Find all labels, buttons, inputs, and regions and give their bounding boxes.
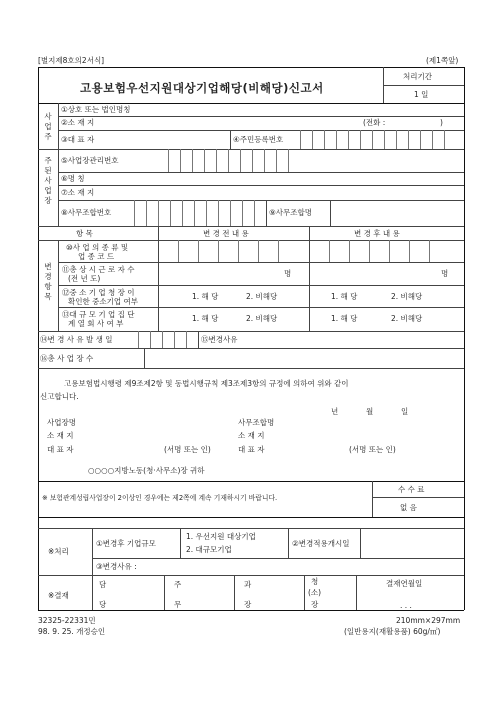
row2-label-a: ⑪총 상 시 근 로 자 수 [62,265,135,274]
footer-paper: (일반용지(재활용품) 60g/㎡) [344,627,441,636]
change-date-label: ⑭변 경 사 유 발 생 일 [40,335,113,344]
form-title: 고용보험우선지원대상기업해당(비해당)신고서 [80,81,324,95]
month-label: 월 [366,407,374,416]
section-approval: ※결재 [48,591,69,600]
section-processing: ※처리 [48,547,69,556]
owner-address-label: 소 재 지 [47,431,74,440]
apply-date-label: ②변경적용개시일 [292,539,350,548]
footer-code: 32325-22331민 [38,616,96,625]
page-note: (제1쪽앞) [426,56,459,65]
row3-after-no[interactable]: 2. 비해당 [391,292,423,301]
row3-after-yes[interactable]: 1. 해 당 [331,292,358,301]
approval-col2-a: 주 [174,580,182,589]
day-label: 일 [401,407,409,416]
row4-before-yes[interactable]: 1. 해 당 [192,314,219,323]
footer-approved: 98. 9. 25. 개정승인 [38,627,106,636]
col-item-header: 항 목 [76,229,93,238]
owner-workplace-label: 사업장명 [47,418,76,427]
workplace-name-label: ⑥명 칭 [61,174,85,183]
row2-label-b: (전 년 도) [68,274,101,283]
addressee: ○○○○지방노동(청·사무소)장 귀하 [88,466,205,475]
fee-value: 없 음 [400,503,417,512]
row4-before-no[interactable]: 2. 비해당 [246,314,278,323]
fee-label: 수 수 료 [398,485,425,494]
company-name-label: ①상호 또는 법인명칭 [61,105,131,114]
col-before-header: 변 경 전 내 용 [203,229,249,238]
declaration-line2: 신고합니다. [40,392,79,401]
address-label: ②소 재 지 [61,118,95,127]
row4-label-a: ⑬대 규 모 기 업 집 단 [62,310,135,319]
resident-number-label: ④주민등록번호 [233,135,284,144]
union-rep-label: 대 표 자 [238,445,265,454]
change-reason-label: ⑮변경사유 [201,335,238,344]
declaration-line1: 고용보험법시행령 제9조제2항 및 동법시행규칙 제3조제3항의 규정에 의하여 위와 같이 [64,379,349,388]
union-name-label: ⑨사무조합명 [269,208,312,217]
approval-col4-a: 청 [311,577,319,586]
approval-col1-a: 담 [99,580,107,589]
approval-col3-a: 과 [244,580,252,589]
section-business-owner: 사업주 [44,112,52,141]
row1-label-a: ⑩사 업 의 종 류 및 [66,243,129,252]
notice-text: ※ 보험관계성립사업장이 2이상인 경우에는 제2쪽에 계속 기재하시기 바랍니다. [42,494,278,502]
approval-date-dots: . . . [400,601,412,610]
phone-label: (전화 : [363,118,386,127]
processing-reason-label: ③변경사유 : [96,562,137,571]
representative-label: ③대 표 자 [61,135,95,144]
row3-before-yes[interactable]: 1. 해 당 [192,292,219,301]
union-sign: (서명 또는 인) [349,445,396,454]
approval-date-label: 결재연월일 [386,579,423,588]
processing-period-label: 처리기간 [403,72,432,81]
union-title-label: 사무조합명 [238,418,275,427]
section-changes: 변경항목 [44,262,52,301]
row4-after-no[interactable]: 2. 비해당 [391,314,423,323]
approval-col4-c: 장 [311,600,319,609]
approval-col2-b: 무 [174,600,182,609]
row3-label-a: ⑫중 소 기 업 청 장 이 [62,288,135,297]
approval-col1-b: 당 [99,600,107,609]
size-option-2[interactable]: 2. 대규모기업 [186,545,232,554]
row3-label-b: 확인한 중소기업 여부 [68,297,138,306]
workplace-address-label: ⑦소 재 지 [61,188,95,197]
workplace-mgmt-no-label: ⑤사업장관리번호 [61,156,119,165]
form-number: [별지제8호의2서식] [38,56,105,65]
union-no-label: ⑧사무조합번호 [61,208,112,217]
section-workplace: 주된사업장 [44,156,52,205]
footer-size: 210mm×297mm [396,616,461,625]
owner-sign: (서명 또는 인) [164,445,211,454]
processing-period-value: 1 일 [414,90,429,99]
col-after-header: 변 경 후 내 용 [354,229,400,238]
row3-before-no[interactable]: 2. 비해당 [246,292,278,301]
approval-col3-b: 장 [244,600,252,609]
owner-rep-label: 대 표 자 [47,445,74,454]
phone-close: ) [440,118,443,127]
year-label: 년 [331,407,339,416]
new-size-label: ①변경후 기업규모 [96,539,156,548]
union-address-label: 소 재 지 [238,431,265,440]
row1-label-b: 업 종 코 드 [78,252,115,261]
total-workplaces-label: ⑯총 사 업 장 수 [40,354,94,363]
row4-label-b: 계 열 회 사 여 부 [68,319,124,328]
unit-after: 명 [441,269,449,278]
row4-after-yes[interactable]: 1. 해 당 [331,314,358,323]
approval-col4-b: (소) [308,588,322,597]
size-option-1[interactable]: 1. 우선지원 대상기업 [186,532,256,541]
unit-before: 명 [284,269,292,278]
